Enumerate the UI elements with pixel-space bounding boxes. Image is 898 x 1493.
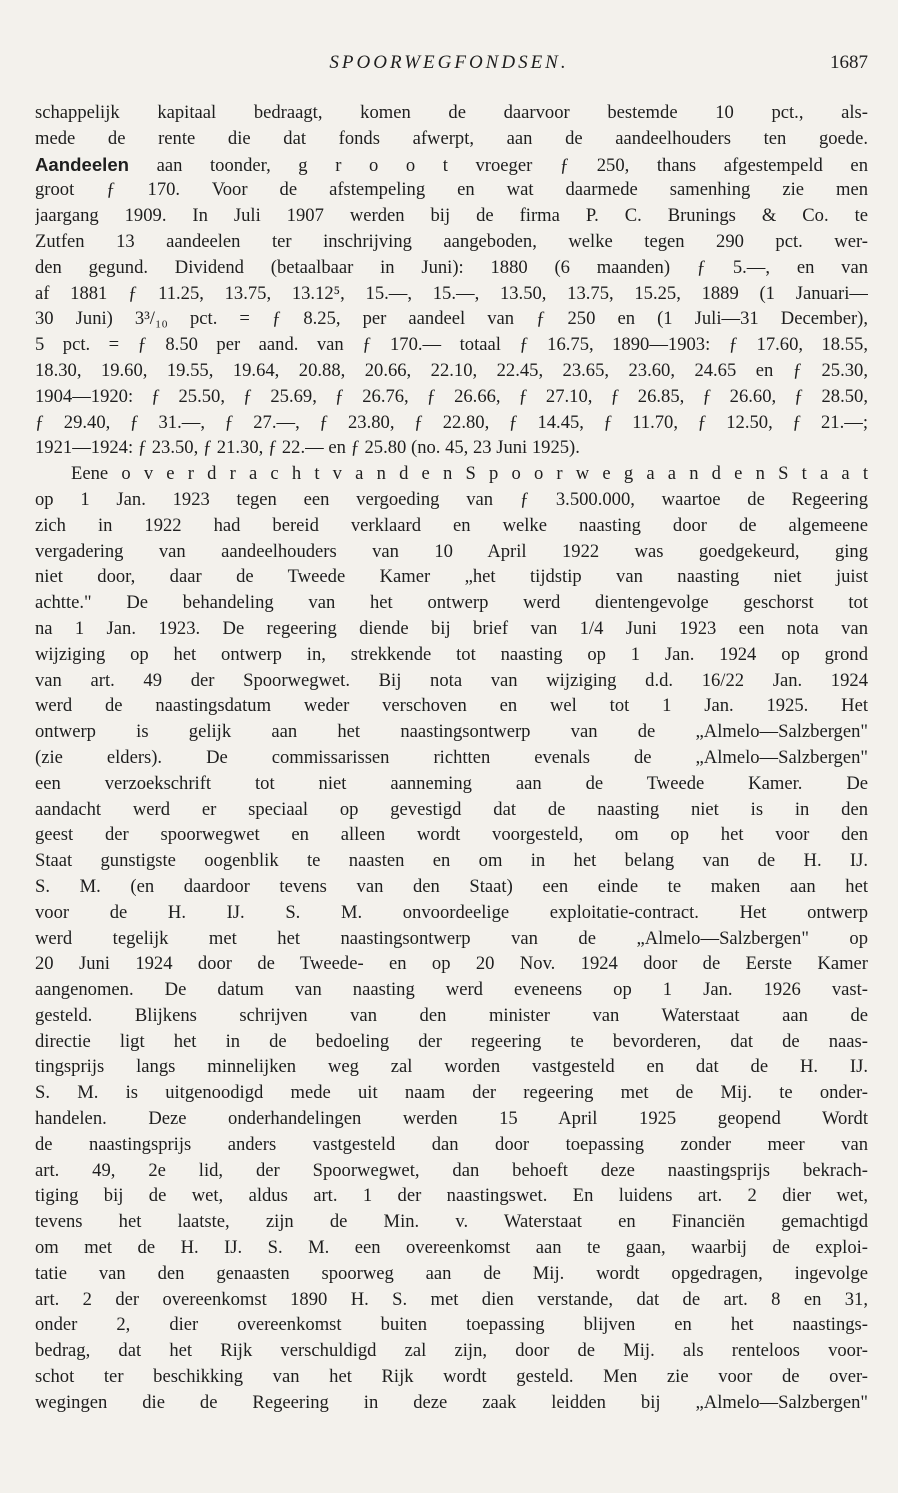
line-text: werd tegelijk met het naastingsontwerp van de „Almelo—Salzbergen" op	[35, 927, 868, 949]
line-text: wijziging op het ontwerp in, strekkende tot naasting op 1 Jan. 1924 op grond	[35, 643, 868, 665]
line-text: S. M. is uitgenoodigd mede uit naam der regeering met de Mij. te onder-	[35, 1082, 868, 1104]
line-text: schappelijk kapitaal bedraagt, komen de daarvoor bestemde 10 pct., als-	[35, 102, 868, 123]
line-text: vergadering van aandeelhouders van 10 April 1922 was goedgekeurd, ging	[35, 540, 868, 562]
line-text: om met de H. IJ. S. M. een overeenkomst aan te gaan, waarbij de exploi-	[35, 1237, 868, 1259]
text-line	[35, 358, 868, 384]
text-line	[35, 384, 868, 410]
line-text: den gegund. Dividend (betaalbaar in Juni): 1880 (6 maanden) ƒ 5.—, en van	[35, 256, 868, 278]
line-text: art. 49, 2e lid, der Spoorwegwet, dan behoeft deze naastingsprijs bekrach-	[35, 1159, 868, 1181]
text-line	[35, 100, 868, 126]
text-line	[35, 332, 868, 358]
line-text: af 1881 ƒ 11.25, 13.75, 13.12⁵, 15.—, 15.—, 13.50, 13.75, 15.25, 1889 (1 Januari—	[35, 282, 868, 304]
text-line	[35, 229, 868, 255]
text-line	[35, 874, 868, 900]
text-line	[35, 1338, 868, 1364]
text-line	[35, 1003, 868, 1029]
text-line	[35, 951, 868, 977]
text-line	[35, 126, 868, 152]
text-line	[35, 203, 868, 229]
line-text: een verzoekschrift tot niet aanneming aan de Tweede Kamer. De	[35, 772, 868, 794]
text-line	[35, 461, 868, 487]
line-text: S. M. (en daardoor tevens van den Staat) een einde te maken aan het	[35, 875, 868, 897]
text-line	[35, 797, 868, 823]
text-line	[35, 745, 868, 771]
line-text: van art. 49 der Spoorwegwet. Bij nota van wijziging d.d. 16/22 Jan. 1924	[35, 669, 868, 691]
bold-term: Aandeelen	[35, 153, 130, 175]
text-line	[35, 1158, 868, 1184]
line-text: tatie van den genaasten spoorweg aan de Mij. wordt opgedragen, ingevolge	[35, 1262, 868, 1284]
text-line	[35, 1106, 868, 1132]
line-text: jaargang 1909. In Juli 1907 werden bij de firma P. C. Brunings & Co. te	[35, 205, 868, 227]
line-text: gesteld. Blijkens schrijven van den minister van Waterstaat aan de	[35, 1004, 868, 1026]
line-text: geest der spoorwegwet en alleen wordt voorgesteld, om op het voor den	[35, 824, 868, 846]
line-text: aandacht werd er speciaal op gevestigd dat de naasting niet is in den	[35, 798, 868, 820]
line-text: achtte." De behandeling van het ontwerp werd dientengevolge geschorst tot	[35, 592, 868, 614]
line-text: tevens het laatste, zijn de Min. v. Waterstaat en Financiën gemachtigd	[35, 1211, 868, 1233]
line-text: tingsprijs langs minnelijken weg zal worden vastgesteld en dat de H. IJ.	[35, 1056, 868, 1078]
line-text: (zie elders). De commissarissen richtten evenals de „Almelo—Salzbergen"	[35, 746, 868, 768]
text-line	[35, 177, 868, 203]
text-line	[35, 1183, 868, 1209]
text-line	[35, 771, 868, 797]
line-text: Eene o v e r d r a c h t v a n d e n S p o o r w e g a a n d e n S t a a t	[71, 463, 868, 485]
text-line	[35, 513, 868, 539]
running-title: SPOORWEGFONDSEN.	[329, 52, 569, 73]
text-line	[35, 1312, 868, 1338]
line-text: de naastingsprijs anders vastgesteld dan door toepassing zonder meer van	[35, 1133, 868, 1155]
text-line	[35, 487, 868, 513]
line-text: ƒ 29.40, ƒ 31.—, ƒ 27.—, ƒ 23.80, ƒ 22.80, ƒ 14.45, ƒ 11.70, ƒ 12.50, ƒ 21.—;	[35, 411, 868, 433]
page-header	[0, 52, 898, 84]
text-line	[35, 1235, 868, 1261]
text-line	[35, 668, 868, 694]
line-text: 1904—1920: ƒ 25.50, ƒ 25.69, ƒ 26.76, ƒ 26.66, ƒ 27.10, ƒ 26.85, ƒ 26.60, ƒ 28.50,	[35, 385, 868, 407]
line-text: mede de rente die dat fonds afwerpt, aan de aandeelhouders ten goede.	[35, 127, 868, 149]
text-line	[35, 1287, 868, 1313]
text-line	[35, 590, 868, 616]
text-line	[35, 848, 868, 874]
line-text: onder 2, dier overeenkomst buiten toepassing blijven en het naastings-	[35, 1314, 868, 1336]
line-text: wegingen die de Regeering in deze zaak leidden bij „Almelo—Salzbergen"	[35, 1391, 868, 1413]
line-text: Zutfen 13 aandeelen ter inschrijving aangeboden, welke tegen 290 pct. wer-	[35, 230, 868, 252]
text-line	[35, 306, 868, 332]
line-text: aangenomen. De datum van naasting werd eveneens op 1 Jan. 1926 vast-	[35, 979, 868, 1001]
line-text: op 1 Jan. 1923 tegen een vergoeding van ƒ 3.500.000, waartoe de Regeering	[35, 488, 868, 510]
line-text: 1921—1924: ƒ 23.50, ƒ 21.30, ƒ 22.— en ƒ 25.80 (no. 45, 23 Juni 1925).	[35, 437, 580, 459]
line-text: schot ter beschikking van het Rijk wordt gesteld. Men zie voor de over-	[35, 1366, 868, 1388]
text-line	[35, 1364, 868, 1390]
text-line	[35, 410, 868, 436]
line-text: 30 Juni) 3³/₁₀ pct. = ƒ 8.25, per aandeel van ƒ 250 en (1 Juli—31 December),	[35, 308, 868, 330]
line-text: directie ligt het in de bedoeling der regeering te bevorderen, dat de naas-	[35, 1030, 868, 1052]
line-text: bedrag, dat het Rijk verschuldigd zal zijn, door de Mij. als renteloos voor-	[35, 1340, 868, 1362]
line-text: voor de H. IJ. S. M. onvoordeelige exploitatie-contract. Het ontwerp	[35, 901, 868, 923]
text-line	[35, 1390, 868, 1416]
text-line	[35, 642, 868, 668]
text-line	[35, 719, 868, 745]
text-line	[35, 281, 868, 307]
text-line	[35, 539, 868, 565]
line-text: 20 Juni 1924 door de Tweede- en op 20 Nov. 1924 door de Eerste Kamer	[35, 953, 868, 975]
line-text: Staat gunstigste oogenblik te naasten en om in het belang van de H. IJ.	[35, 850, 868, 872]
line-text: art. 2 der overeenkomst 1890 H. S. met dien verstande, dat de art. 8 en 31,	[35, 1288, 868, 1310]
page-number: 1687	[830, 52, 868, 73]
text-line	[35, 1054, 868, 1080]
text-line	[35, 1080, 868, 1106]
text-line	[35, 693, 868, 719]
line-text: na 1 Jan. 1923. De regeering diende bij brief van 1/4 Juni 1923 een nota van	[35, 617, 868, 639]
text-line	[35, 564, 868, 590]
text-line	[35, 152, 868, 178]
text-line	[35, 435, 868, 461]
text-line	[35, 255, 868, 281]
text-line	[35, 926, 868, 952]
text-line	[35, 900, 868, 926]
text-line	[35, 616, 868, 642]
line-text: niet door, daar de Tweede Kamer „het tijdstip van naasting niet juist	[35, 566, 868, 588]
text-line	[35, 977, 868, 1003]
line-text: werd de naastingsdatum weder verschoven en wel tot 1 Jan. 1925. Het	[35, 695, 868, 717]
body-text	[35, 100, 868, 1416]
line-text: groot ƒ 170. Voor de afstempeling en wat daarmede samenhing zie men	[35, 179, 868, 201]
line-text: ontwerp is gelijk aan het naastingsontwerp van de „Almelo—Salzbergen"	[35, 721, 868, 743]
line-text: tiging bij de wet, aldus art. 1 der naastingswet. En luidens art. 2 dier wet,	[35, 1185, 868, 1207]
text-line	[35, 1261, 868, 1287]
line-text: aan toonder, g r o o t vroeger ƒ 250, thans afgestempeld en	[129, 154, 868, 176]
line-text: 5 pct. = ƒ 8.50 per aand. van ƒ 170.— totaal ƒ 16.75, 1890—1903: ƒ 17.60, 18.55,	[35, 334, 868, 356]
line-text: handelen. Deze onderhandelingen werden 15 April 1925 geopend Wordt	[35, 1108, 868, 1130]
line-text: 18.30, 19.60, 19.55, 19.64, 20.88, 20.66, 22.10, 22.45, 23.65, 23.60, 24.65 en ƒ 25.30,	[35, 359, 868, 381]
text-line	[35, 822, 868, 848]
text-line	[35, 1132, 868, 1158]
text-line	[35, 1029, 868, 1055]
line-text: zich in 1922 had bereid verklaard en welke naasting door de algemeene	[35, 514, 868, 536]
text-line	[35, 1209, 868, 1235]
